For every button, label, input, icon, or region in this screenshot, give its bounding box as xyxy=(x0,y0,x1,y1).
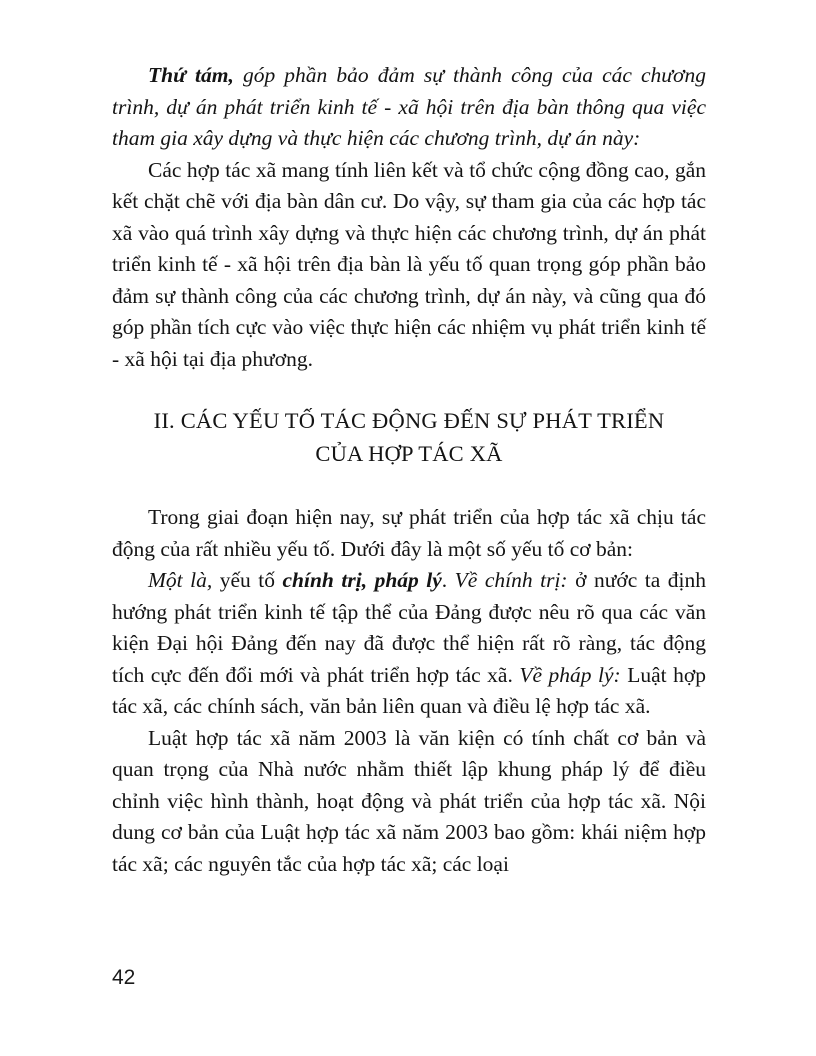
section-heading-line-2: CỦA HỢP TÁC XÃ xyxy=(315,441,503,466)
paragraph-law-2003: Luật hợp tác xã năm 2003 là văn kiện có tính chất cơ bản và quan trọng của Nhà nước nhằm thiết lập khung pháp lý để điều chỉnh việc hình thành, hoạt động và phát triển của hợp tác xã. Nội dung cơ bản của Luật hợp tác xã năm 2003 bao gồm: khái niệm hợp tác xã; các nguyên tắc của hợp tác xã; các loại xyxy=(112,725,706,876)
paragraph-political-legal xyxy=(112,565,706,723)
page-number: 42 xyxy=(112,966,136,989)
text-span: Luật hợp tác xã, các chính sách, văn bản liên quan và điều lệ hợp tác xã. xyxy=(112,662,706,718)
text-span: ở nước ta định hướng phát triển kinh tế tập thể của Đảng được nêu rõ qua các văn kiện Đại hội Đảng đến nay đã được thể hiện rất rõ ràng, tác động tích cực đến đổi mới và phát triển hợp tác xã. xyxy=(112,568,706,687)
paragraph-lead: Thứ tám, xyxy=(148,63,234,87)
page-body xyxy=(112,60,706,880)
section-heading-line-1: II. CÁC YẾU TỐ TÁC ĐỘNG ĐẾN SỰ PHÁT TRIỂN xyxy=(153,408,665,433)
emphasis-political: Về chính trị: xyxy=(454,568,568,592)
paragraph-intro-factors: Trong giai đoạn hiện nay, sự phát triển của hợp tác xã chịu tác động của rất nhiều yếu tố. Dưới đây là một số yếu tố cơ bản: xyxy=(112,505,706,561)
text-span: . xyxy=(441,568,455,592)
text-span: yếu tố xyxy=(212,568,283,592)
paragraph-cooperative-linkage: Các hợp tác xã mang tính liên kết và tổ chức cộng đồng cao, gắn kết chặt chẽ với địa bàn dân cư. Do vậy, sự tham gia của các hợp tác xã vào quá trình xây dựng và thực hiện các chương trình, dự án phát triển kinh tế - xã hội trên địa bàn là yếu tố quan trọng góp phần bảo đảm sự thành công của các chương trình, dự án này, và cũng qua đó góp phần tích cực vào việc thực hiện các nhiệm vụ phát triển kinh tế - xã hội tại địa phương. xyxy=(112,157,706,371)
enumeration-lead: Một là, xyxy=(148,568,213,592)
emphasis-political-legal: chính trị, pháp lý xyxy=(282,568,442,592)
section-heading xyxy=(112,404,706,470)
paragraph-text: góp phần bảo đảm sự thành công của các chương trình, dự án phát triển kinh tế - xã hội trên địa bàn thông qua việc tham gia xây dựng và thực hiện các chương trình, dự án này: xyxy=(112,63,707,150)
paragraph-thu-tam xyxy=(112,60,706,155)
emphasis-legal: Về pháp lý: xyxy=(519,662,621,687)
